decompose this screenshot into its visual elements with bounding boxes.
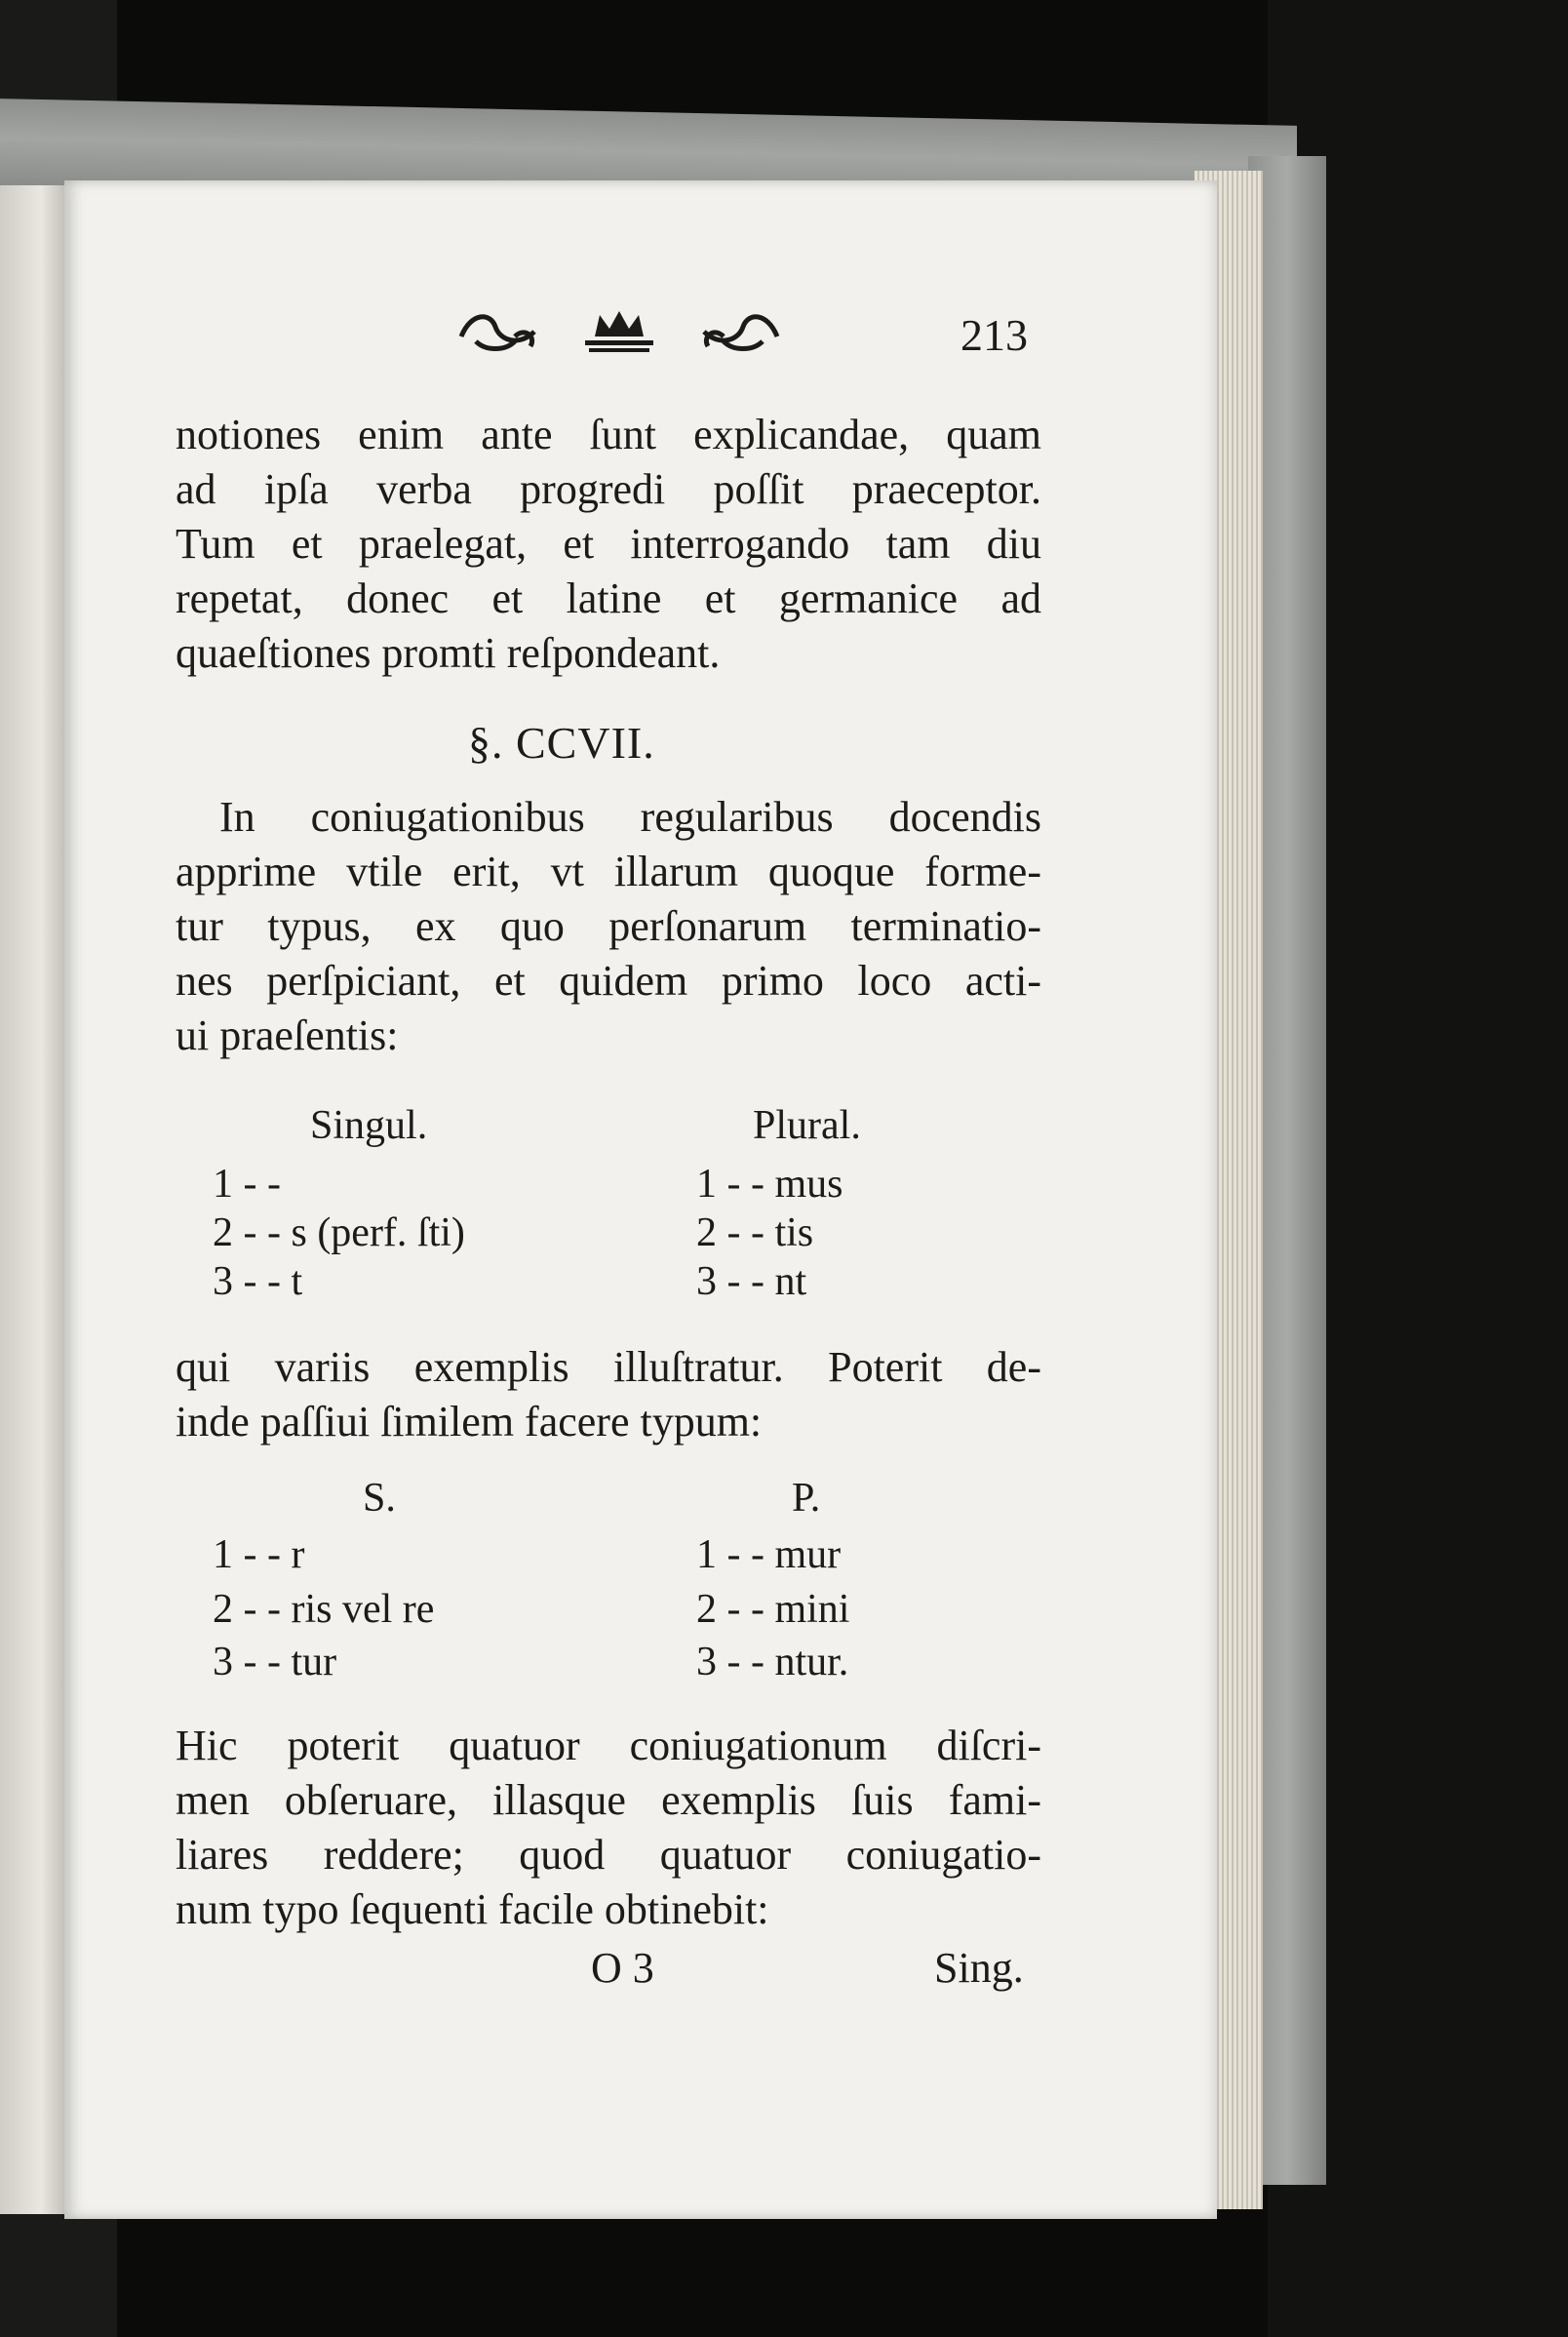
crown-ornament-icon bbox=[575, 307, 663, 356]
text-line: liares reddere; quod quatuor coniugatio- bbox=[176, 1831, 1041, 1879]
table-cell: 1 - - r bbox=[213, 1532, 305, 1577]
text-line: inde paſſiui ſimilem facere typum: bbox=[176, 1398, 763, 1446]
text-line: repetat, donec et latine et germanice ad bbox=[176, 574, 1041, 622]
text-line: men obſeruare, illasque exemplis ſuis fami- bbox=[176, 1776, 1041, 1824]
scroll-left-ornament-icon bbox=[456, 307, 544, 356]
catchword: Sing. bbox=[934, 1944, 1024, 1992]
text-line: ad ipſa verba progredi poſſit praeceptor. bbox=[176, 465, 1041, 513]
text-line: quaeſtiones promti reſpondeant. bbox=[176, 629, 721, 677]
text-line: apprime vtile erit, vt illarum quoque forme- bbox=[176, 848, 1041, 895]
signature-mark: O 3 bbox=[591, 1944, 654, 1992]
table-header-plural: Plural. bbox=[753, 1103, 861, 1148]
text-line: num typo ſequenti facile obtinebit: bbox=[176, 1885, 769, 1933]
table-cell: 2 - - s (perf. ſti) bbox=[213, 1210, 465, 1255]
table-cell: 2 - - tis bbox=[696, 1210, 814, 1255]
text-line: ui praeſentis: bbox=[176, 1011, 399, 1059]
table-header-plural: P. bbox=[792, 1476, 821, 1521]
table-cell: 1 - - mus bbox=[696, 1162, 843, 1207]
table-cell: 2 - - ris vel re bbox=[213, 1587, 435, 1632]
table-cell: 2 - - mini bbox=[696, 1587, 850, 1632]
text-line: nes perſpiciant, et quidem primo loco acti- bbox=[176, 957, 1041, 1005]
text-line: qui variis exemplis illuſtratur. Poterit de- bbox=[176, 1343, 1041, 1391]
table-cell: 3 - - nt bbox=[696, 1259, 807, 1304]
table-cell: 1 - - mur bbox=[696, 1532, 842, 1577]
table-cell: 3 - - ntur. bbox=[696, 1640, 849, 1684]
table-header-singular: Singul. bbox=[310, 1103, 428, 1148]
text-line: In coniugationibus regularibus docendis bbox=[219, 793, 1041, 841]
section-title: §. CCVII. bbox=[468, 718, 655, 768]
table-cell: 3 - - t bbox=[213, 1259, 303, 1304]
page-number: 213 bbox=[960, 310, 1028, 360]
text-line: Tum et praelegat, et interrogando tam diu bbox=[176, 520, 1041, 568]
table-cell: 3 - - tur bbox=[213, 1640, 337, 1684]
text-line: Hic poterit quatuor coniugationum diſcri- bbox=[176, 1722, 1041, 1769]
facing-page bbox=[0, 185, 68, 2214]
table-header-singular: S. bbox=[363, 1476, 396, 1521]
text-line: tur typus, ex quo perſonarum terminatio- bbox=[176, 902, 1041, 950]
scroll-right-ornament-icon bbox=[694, 307, 782, 356]
text-line: notiones enim ante ſunt explicandae, quam bbox=[176, 411, 1041, 458]
table-cell: 1 - - bbox=[213, 1162, 281, 1207]
